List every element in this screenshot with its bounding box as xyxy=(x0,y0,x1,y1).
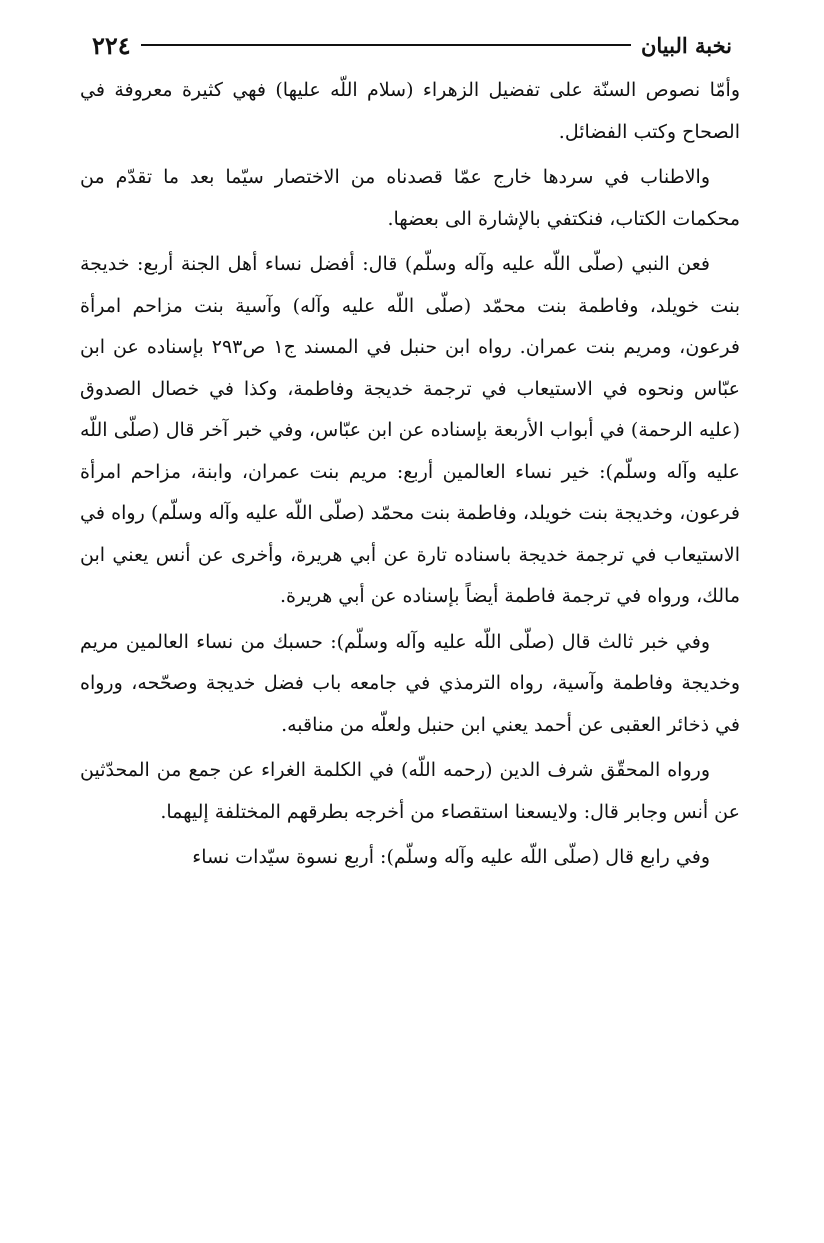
paragraph: فعن النبي (صلّى اللّه عليه وآله وسلّم) قال: أفضل نساء أهل الجنة أربع: خديجة بنت خويلد، وفاطمة بنت محمّد (صلّى اللّه عليه وآله) وآسية بنت مزاحم امرأة فرعون، ومريم بنت عمران. رواه ابن حنبل في المسند ج١ ص٢٩٣ بإسناده عن ابن عبّاس ونحوه في الاستيعاب في ترجمة خديجة وفاطمة، وكذا في خصال الصدوق (عليه الرحمة) في أبواب الأربعة بإسناده عن ابن عبّاس، وفي خبر آخر قال (صلّى اللّه عليه وآله وسلّم): خير نساء العالمين أربع: مريم بنت عمران، وابنة، مزاحم امرأة فرعون، وخديجة بنت خويلد، وفاطمة بنت محمّد (صلّى اللّه عليه وآله وسلّم) رواه في الاستيعاب في ترجمة خديجة باسناده تارة عن أبي هريرة، وأخرى عن أنس يعني ابن مالك، ورواه في ترجمة فاطمة أيضاً بإسناده عن أبي هريرة. xyxy=(80,253,740,607)
paragraph: والاطناب في سردها خارج عمّا قصدناه من الاختصار سيّما بعد ما تقدّم من محكمات الكتاب، فنكتفي بالإشارة الى بعضها. xyxy=(80,166,740,230)
body-text xyxy=(80,70,740,883)
page-number: ٢٢٤ xyxy=(92,30,131,60)
paragraph: وفي رابع قال (صلّى اللّه عليه وآله وسلّم): أربع نسوة سيّدات نساء xyxy=(192,846,710,868)
paragraph: وفي خبر ثالث قال (صلّى اللّه عليه وآله وسلّم): حسبك من نساء العالمين مريم وخديجة وفاطمة وآسية، رواه الترمذي في جامعه باب فضل خديجة وصحّحه، ورواه في ذخائر العقبى عن أحمد يعني ابن حنبل ولعلّه من مناقبه. xyxy=(80,630,740,736)
paragraph: ورواه المحقّق شرف الدين (رحمه اللّه) في الكلمة الغراء عن جمع من المحدّثين عن أنس وجابر قال: ولايسعنا استقصاء من أخرجه بطرقهم المختلفة إليهما. xyxy=(80,759,740,823)
paragraph: وأمّا نصوص السنّة على تفضيل الزهراء (سلام اللّه عليها) فهي كثيرة معروفة في الصحاح وكتب الفضائل. xyxy=(80,79,740,143)
header-rule xyxy=(141,44,631,46)
running-header xyxy=(92,30,732,60)
book-title: نخبة البيان xyxy=(640,32,732,58)
